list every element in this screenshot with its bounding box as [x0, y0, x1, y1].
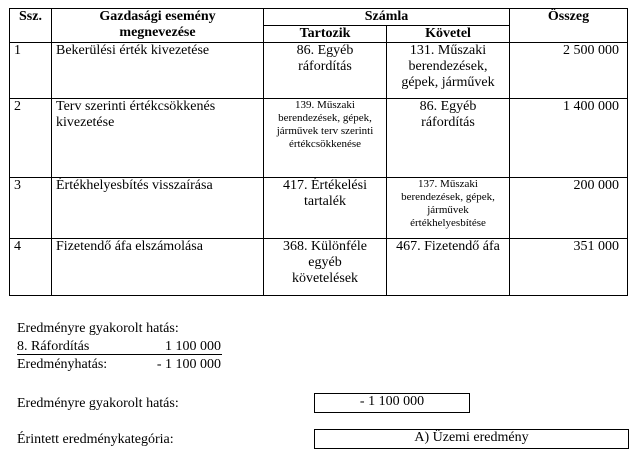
row-debit: 139. Műszaki berendezések, gépek, járművek terv szerinti értékcsökkenése: [264, 99, 387, 178]
row-amount: 1 400 000: [510, 99, 628, 178]
header-credit: Követel: [387, 26, 510, 43]
ledger-table: [9, 8, 628, 296]
row-no: 4: [10, 239, 52, 296]
row-event: Fizetendő áfa elszámolása: [52, 239, 264, 296]
row-event: Értékhelyesbítés visszaírása: [52, 178, 264, 239]
table-row: [10, 178, 628, 239]
row-credit: 86. Egyéb ráfordítás: [387, 99, 510, 178]
header-account: Számla: [264, 9, 510, 26]
effect-label: Eredményre gyakorolt hatás:: [17, 396, 179, 411]
category-label: Érintett eredménykategória:: [17, 432, 174, 447]
row-no: 3: [10, 178, 52, 239]
row-amount: 2 500 000: [510, 43, 628, 99]
row-debit: 417. Értékelési tartalék: [264, 178, 387, 239]
calc-line1-value: 1 100 000: [165, 339, 221, 354]
row-amount: 351 000: [510, 239, 628, 296]
row-debit: 368. Különféle egyéb követelések: [264, 239, 387, 296]
row-no: 2: [10, 99, 52, 178]
row-no: 1: [10, 43, 52, 99]
category-answer-box: [314, 429, 629, 449]
header-event: Gazdasági esemény megnevezése: [52, 9, 264, 43]
calc-line2-value: - 1 100 000: [156, 357, 221, 372]
table-row: [10, 99, 628, 178]
header-amount: Összeg: [510, 9, 628, 43]
header-no: Ssz.: [10, 9, 52, 43]
row-credit: 467. Fizetendő áfa: [387, 239, 510, 296]
row-credit: 137. Műszaki berendezések, gépek, járművek értékhelyesbítése: [387, 178, 510, 239]
effect-answer-value: - 1 100 000: [359, 394, 425, 409]
calc-line1: [17, 339, 222, 355]
row-debit: 86. Egyéb ráfordítás: [264, 43, 387, 99]
table-row: [10, 43, 628, 99]
table-row: [10, 239, 628, 296]
calc-line2: [17, 357, 222, 373]
category-answer-value: A) Üzemi eredmény: [414, 430, 529, 445]
calc-line1-label: 8. Ráfordítás: [17, 339, 90, 354]
calc-heading: Eredményre gyakorolt hatás:: [17, 321, 179, 336]
row-amount: 200 000: [510, 178, 628, 239]
row-event: Terv szerinti értékcsökkenés kivezetése: [52, 99, 264, 178]
row-event: Bekerülési érték kivezetése: [52, 43, 264, 99]
calc-line2-label: Eredményhatás:: [17, 357, 108, 372]
header-debit: Tartozik: [264, 26, 387, 43]
row-credit: 131. Műszaki berendezések, gépek, járművek: [387, 43, 510, 99]
effect-answer-box: [314, 393, 470, 413]
